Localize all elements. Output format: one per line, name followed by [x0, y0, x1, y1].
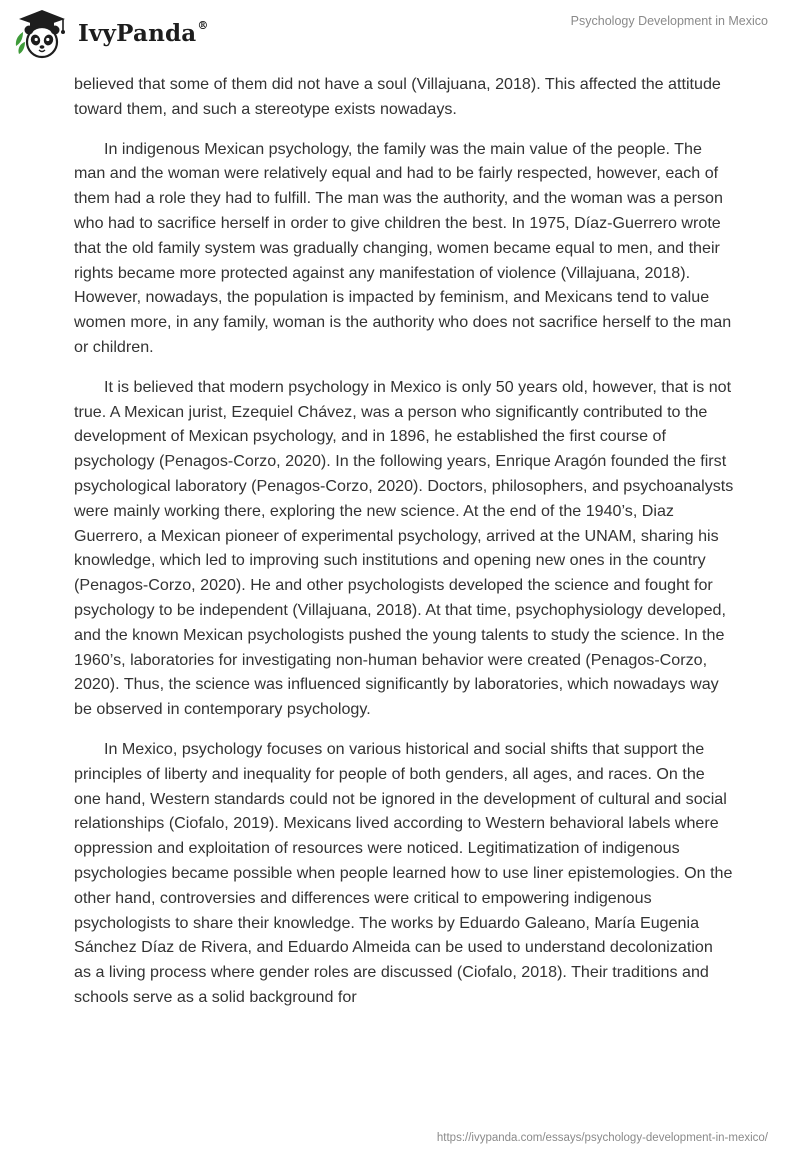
- panda-logo-icon[interactable]: [13, 8, 71, 60]
- paragraph-2: In indigenous Mexican psychology, the family was the main value of the people. The man and the woman were relatively equal and had to be fairly respected, however, each of them had a role they had to fulfill. The man was the authority, and the woman was a person who had to sacrifice herself in order to give children the best. In 1975, Díaz-Guerrero wrote that the old family system was gradually changing, women became equal to men, and their rights became more protected against any manifestation of violence (Villajuana, 2018). However, nowadays, the population is impacted by feminism, and Mexicans tend to value women more, in any family, woman is the authority who does not sacrifice herself to the man or children.: [74, 139, 732, 356]
- paragraph-1: believed that some of them did not have a soul (Villajuana, 2018). This affected the attitude toward them, and such a stereotype exists nowadays.: [74, 75, 721, 118]
- brand-name[interactable]: IvyPanda®: [78, 19, 209, 47]
- essay-body: [74, 72, 734, 1025]
- page-header: [0, 0, 800, 70]
- source-url[interactable]: https://ivypanda.com/essays/psychology-development-in-mexico/: [436, 1132, 768, 1144]
- registered-mark: ®: [197, 19, 209, 33]
- document-title: Psychology Development in Mexico: [570, 14, 768, 28]
- paragraph-3: It is believed that modern psychology in Mexico is only 50 years old, however, that is not true. A Mexican jurist, Ezequiel Chávez, was a person who significantly contributed to the development of Mexican psychology, and in 1896, he established the first course of psychology (Penagos-Corzo, 2020). In the following years, Enrique Aragón founded the first psychological laboratory (Penagos-Corzo, 2020). Doctors, philosophers, and psychoanalysts were mainly working there, exploring the new science. At the end of the 1940’s, Diaz Guerrero, a Mexican pioneer of experimental psychology, arrived at the UNAM, sharing his knowledge, which led to improving such institutions and opening new ones in the country (Penagos-Corzo, 2020). He and other psychologists developed the science and fought for psychology to be independent (Villajuana, 2018). At that time, psychophysiology developed, and the known Mexican psychologists pushed the young talents to study the science. In the 1960’s, laboratories for investigating non-human behavior were created (Penagos-Corzo, 2020). Thus, the science was influenced significantly by laboratories, which nowadays way be observed in contemporary psychology.: [74, 377, 734, 719]
- paragraph-4: In Mexico, psychology focuses on various historical and social shifts that support the principles of liberty and inequality for people of both genders, all ages, and races. On the one hand, Western standards could not be ignored in the development of cultural and social relationships (Ciofalo, 2019). Mexicans lived according to Western behavioral labels where oppression and exploitation of resources were noticed. Legitimatization of indigenous psychologies became possible when people learned how to use liner epistemologies. On the other hand, controversies and differences were critical to empowering indigenous psychologists to share their knowledge. The works by Eduardo Galeano, María Eugenia Sánchez Díaz de Rivera, and Eduardo Almeida can be used to understand decolonization as a living process where gender roles are discussed (Ciofalo, 2018). Their traditions and schools serve as a solid background for: [74, 739, 733, 1006]
